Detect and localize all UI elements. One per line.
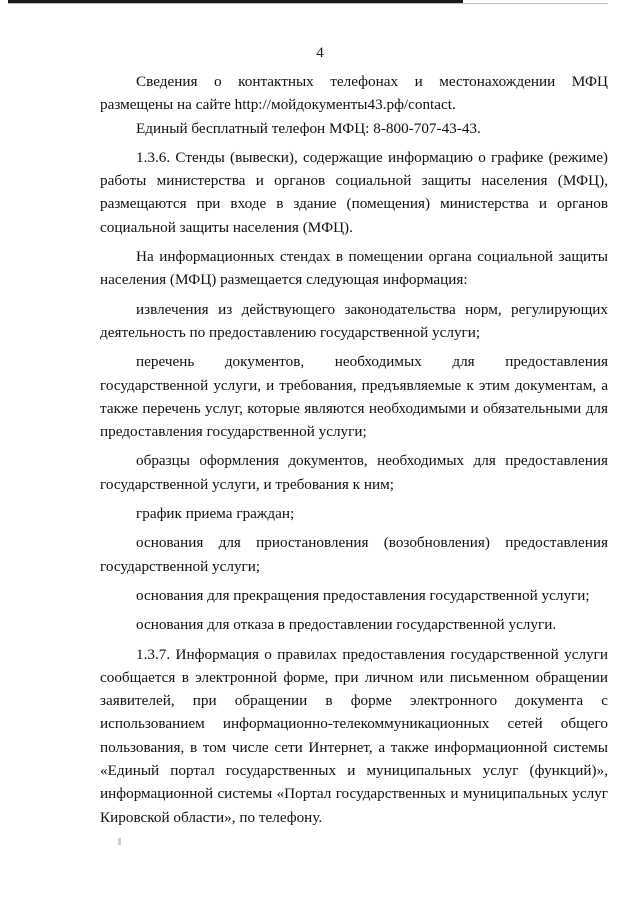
document-body	[100, 70, 608, 835]
list-item-refusal: основания для отказа в предоставлении государственной услуги.	[136, 616, 557, 634]
paragraph-mfc-phone: Единый бесплатный телефон МФЦ: 8-800-707-43-43.	[136, 119, 481, 137]
paragraph-mfc-contacts: Сведения о контактных телефонах и местонахождении МФЦ размещены на сайте http://мойдокументы43.рф/contact.	[100, 73, 608, 114]
scan-artifact	[118, 838, 121, 845]
list-item-samples: образцы оформления документов, необходимых для предоставления государственной услуги, и требования к ним;	[100, 452, 608, 493]
list-item-schedule: график приема граждан;	[136, 505, 295, 523]
paragraph-1-3-6: 1.3.6. Стенды (вывески), содержащие информацию о графике (режиме) работы министерства и органов социальной защиты населения (МФЦ), размещаются при входе в здание (помещения) министерства и органов социальной защиты населения (МФЦ).	[100, 148, 608, 236]
list-item-suspension: основания для приостановления (возобновления) предоставления государственной услуги;	[100, 534, 608, 575]
list-item-legislation: извлечения из действующего законодательства норм, регулирующих деятельность по предоставлению государственной услуги;	[100, 300, 608, 341]
paragraph-1-3-7: 1.3.7. Информация о правилах предоставления государственной услуги сообщается в электронной форме, при личном или письменном обращении заявителей, при обращении в форме электронного документа с использованием информационно-телекоммуникационных сетей общего пользования, в том числе сети Интернет, а также информационной системы «Единый портал государственных и муниципальных услуг (функций)», информационной системы «Портал государственных и муниципальных услуг Кировской области», по телефону.	[100, 645, 608, 826]
paragraph-info-stands: На информационных стендах в помещении органа социальной защиты населения (МФЦ) размещается следующая информация:	[100, 248, 608, 289]
page-number: 4	[316, 45, 324, 61]
list-item-termination: основания для прекращения предоставления государственной услуги;	[136, 586, 590, 604]
list-item-documents: перечень документов, необходимых для предоставления государственной услуги, и требования, предъявляемые к этим документам, а также перечень услуг, которые являются необходимыми и обязательными для предоставления государственной услуги;	[100, 353, 608, 441]
scan-top-border-thin	[8, 3, 608, 4]
